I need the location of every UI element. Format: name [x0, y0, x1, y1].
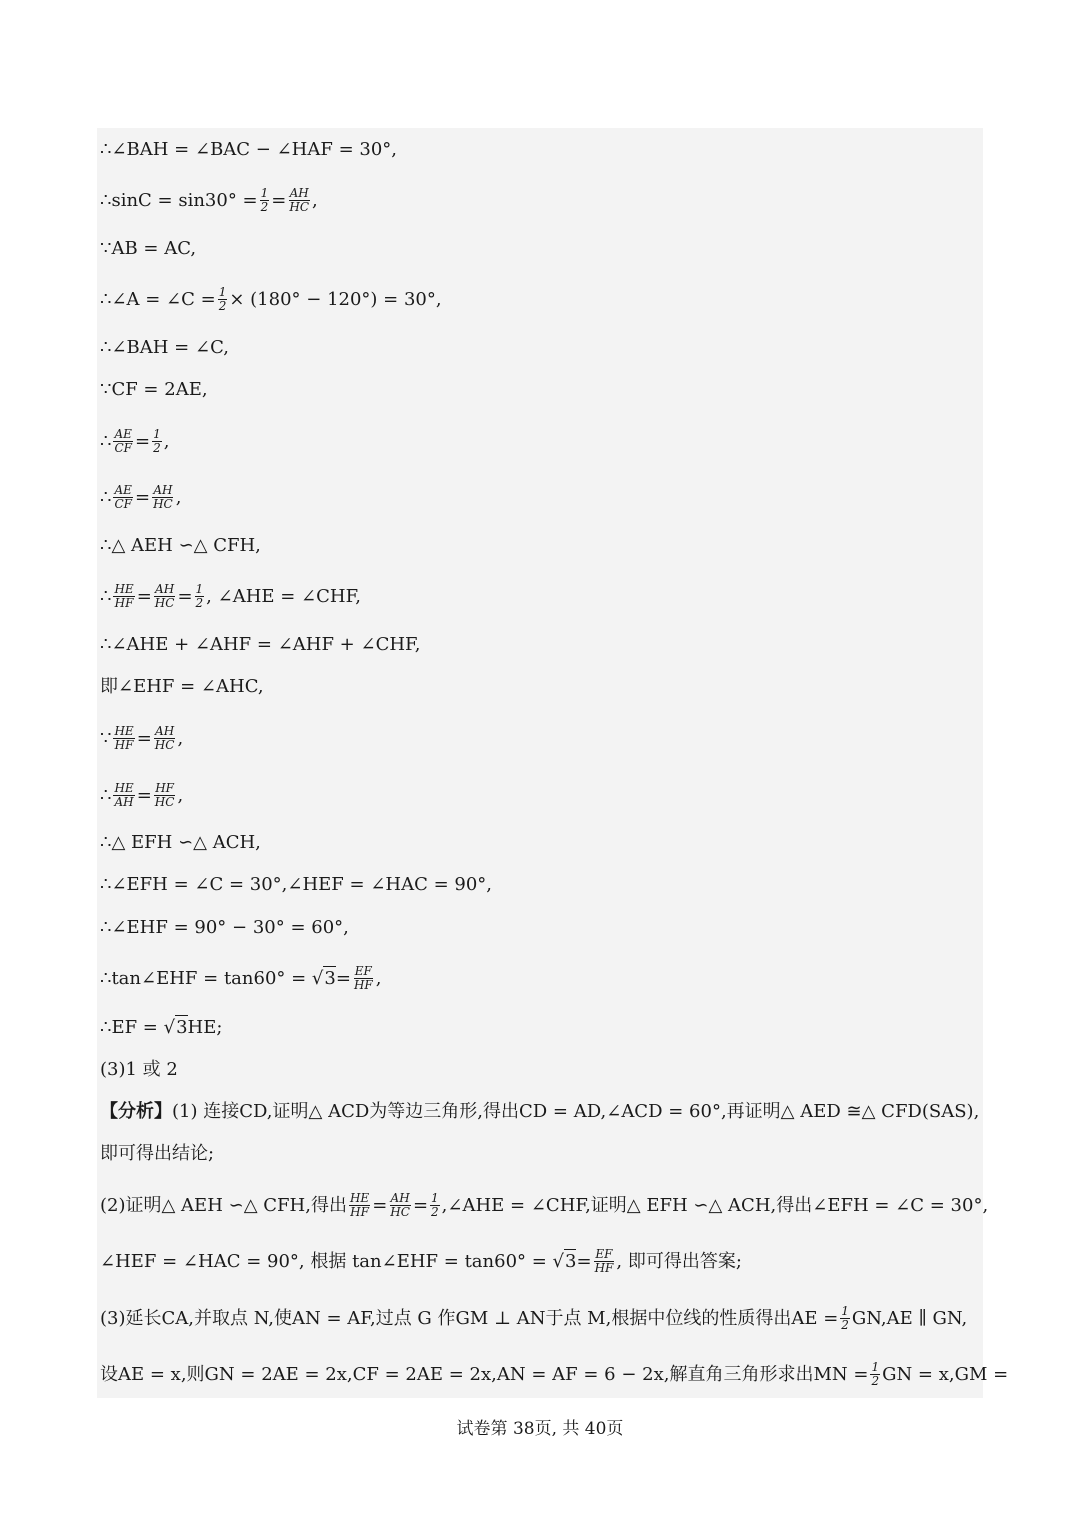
line-text: ∴∠EFH = ∠C = 30°,∠HEF = ∠HAC = 90°,	[100, 874, 493, 895]
fraction-denominator: 2	[871, 1374, 880, 1388]
line-suffix: GN,AE ∥ GN,	[851, 1307, 968, 1329]
fraction-numerator: 1	[218, 285, 227, 299]
equals: =	[136, 727, 152, 749]
fraction	[152, 428, 162, 455]
fraction-denominator: 2	[260, 200, 269, 214]
fraction-denominator: HF	[594, 1261, 614, 1275]
text-line	[100, 1058, 178, 1082]
text-line	[100, 1305, 967, 1332]
fraction	[113, 583, 134, 610]
fraction	[154, 725, 176, 752]
line-text: ∴∠BAH = ∠C,	[100, 337, 229, 358]
fraction	[113, 725, 134, 752]
fraction-numerator: AH	[390, 1191, 410, 1205]
line-prefix: (2)证明△ AEH ∽△ CFH,得出	[100, 1194, 347, 1216]
fraction-numerator: AE	[114, 483, 132, 497]
line-suffix: × (180° − 120°) = 30°,	[229, 288, 442, 310]
fraction-numerator: AH	[155, 582, 175, 596]
fraction-denominator: CF	[114, 497, 132, 511]
line-prefix: ∴	[100, 784, 112, 806]
fraction	[260, 187, 270, 214]
text-line	[100, 1361, 1008, 1388]
line-suffix: HE;	[187, 1016, 223, 1038]
analysis-label: 【分析】	[100, 1101, 172, 1122]
text-line	[100, 916, 349, 940]
fraction	[195, 583, 205, 610]
fraction-numerator: HE	[114, 582, 134, 596]
fraction	[113, 782, 134, 809]
equals: =	[177, 585, 193, 607]
page-footer: 试卷第 38页, 共 40页	[456, 1419, 624, 1439]
text-line	[100, 633, 420, 657]
fraction	[154, 583, 176, 610]
line-prefix: ∠HEF = ∠HAC = 90°, 根据 tan∠EHF = tan60° = √	[100, 1250, 565, 1272]
fraction	[840, 1305, 850, 1332]
fraction-denominator: 2	[841, 1318, 849, 1332]
line-suffix: ,	[375, 967, 382, 989]
fraction-numerator: EF	[595, 1247, 613, 1261]
sqrt-radicand: 3	[176, 1017, 188, 1038]
fraction	[389, 1192, 411, 1219]
equals: =	[134, 486, 151, 508]
line-suffix: , ∠AHE = ∠CHF,	[206, 585, 362, 607]
fraction-denominator: HC	[390, 1205, 410, 1219]
line-text: 即可得出结论;	[100, 1143, 215, 1164]
fraction-denominator: 2	[153, 441, 161, 455]
text-line	[100, 725, 183, 752]
fraction-numerator: 1	[871, 1360, 880, 1374]
fraction-numerator: HF	[155, 781, 174, 795]
line-prefix: ∴	[100, 430, 112, 452]
fraction	[353, 965, 374, 992]
fraction	[113, 428, 133, 455]
text-line	[100, 336, 229, 360]
fraction	[288, 187, 310, 214]
fraction	[430, 1192, 440, 1219]
fraction-denominator: HC	[154, 738, 175, 752]
sqrt-radicand: 3	[565, 1251, 577, 1272]
line-prefix: ∴tan∠EHF = tan60° = √	[100, 967, 324, 989]
fraction-denominator: HC	[289, 200, 310, 214]
line-suffix: ,∠AHE = ∠CHF,证明△ EFH ∽△ ACH,得出∠EFH = ∠C = 30°,	[441, 1194, 989, 1216]
line-prefix: ∴	[100, 486, 112, 508]
line-text: ∵CF = 2AE,	[100, 379, 208, 400]
fraction-denominator: 2	[431, 1205, 439, 1219]
equals: =	[372, 1194, 388, 1216]
fraction-numerator: HE	[349, 1191, 370, 1205]
fraction-denominator: 2	[195, 596, 204, 610]
line-text: ∴∠EHF = 90° − 30° = 60°,	[100, 917, 349, 938]
sqrt-radicand: 3	[324, 968, 336, 989]
equals: =	[136, 784, 152, 806]
text-line	[100, 1192, 988, 1219]
fraction	[113, 484, 133, 511]
fraction-numerator: HE	[114, 724, 134, 738]
fraction-numerator: AH	[153, 483, 173, 497]
text-line	[100, 873, 492, 897]
line-text: ∵AB = AC,	[100, 238, 197, 259]
fraction-numerator: 1	[431, 1191, 439, 1205]
line-text: ∴△ EFH ∽△ ACH,	[100, 832, 261, 853]
fraction	[218, 286, 228, 313]
text-line	[100, 484, 181, 511]
text-line	[100, 187, 318, 214]
text-line	[100, 583, 361, 610]
fraction-numerator: 1	[195, 582, 204, 596]
fraction	[349, 1192, 370, 1219]
fraction	[152, 484, 174, 511]
fraction-denominator: HF	[350, 1205, 369, 1219]
fraction-denominator: AH	[114, 795, 134, 809]
line-text: ∴∠AHE + ∠AHF = ∠AHF + ∠CHF,	[100, 634, 421, 655]
fraction-denominator: 2	[218, 299, 227, 313]
line-text: 即∠EHF = ∠AHC,	[100, 676, 264, 697]
fraction-denominator: CF	[114, 441, 132, 455]
text-line	[100, 1100, 979, 1124]
fraction	[870, 1361, 880, 1388]
line-prefix: 设AE = x,则GN = 2AE = 2x,CF = 2AE = 2x,AN = AF = 6 − 2x,解直角三角形求出MN =	[100, 1363, 869, 1385]
line-suffix: ,	[177, 727, 184, 749]
line-prefix: ∵	[100, 727, 112, 749]
text-line	[100, 782, 183, 809]
fraction-numerator: 1	[260, 186, 269, 200]
fraction-numerator: AH	[289, 186, 309, 200]
equals: =	[134, 430, 151, 452]
fraction-denominator: HC	[154, 596, 175, 610]
text-line	[100, 1142, 214, 1166]
text-line	[100, 428, 169, 455]
line-text: (1) 连接CD,证明△ ACD为等边三角形,得出CD = AD,∠ACD = 60°,再证明△ AED ≅△ CFD(SAS),	[172, 1101, 980, 1122]
line-prefix: ∴∠A = ∠C =	[100, 288, 216, 310]
text-line	[100, 378, 208, 402]
text-line	[100, 831, 261, 855]
line-text: (3)1 或 2	[100, 1059, 178, 1080]
fraction-numerator: AH	[155, 724, 175, 738]
line-suffix: , 即可得出答案;	[616, 1250, 742, 1272]
equals: =	[576, 1250, 592, 1272]
equals: =	[271, 189, 287, 211]
line-prefix: (3)延长CA,并取点 N,使AN = AF,过点 G 作GM ⊥ AN于点 M,根据中位线的性质得出AE =	[100, 1307, 839, 1329]
fraction-denominator: HC	[153, 497, 173, 511]
line-prefix: ∴	[100, 585, 112, 607]
text-line	[100, 286, 442, 313]
line-prefix: ∴sinC = sin30° =	[100, 189, 258, 211]
text-line	[100, 965, 381, 992]
fraction	[154, 782, 176, 809]
fraction-denominator: HF	[114, 738, 134, 752]
equals: =	[335, 967, 351, 989]
fraction-denominator: HF	[114, 596, 134, 610]
text-line	[100, 1015, 222, 1040]
line-suffix: GN = x,GM =	[882, 1363, 1009, 1385]
fraction-numerator: AE	[114, 427, 132, 441]
line-suffix: ,	[163, 430, 170, 452]
line-suffix: ,	[175, 486, 182, 508]
text-line	[100, 138, 397, 162]
fraction-numerator: 1	[841, 1304, 849, 1318]
text-line	[100, 237, 196, 261]
text-line	[100, 675, 264, 699]
line-suffix: ,	[312, 189, 318, 211]
fraction-numerator: HE	[114, 781, 134, 795]
fraction-numerator: EF	[354, 964, 372, 978]
line-text: ∴△ AEH ∽△ CFH,	[100, 535, 261, 556]
text-line	[100, 1248, 742, 1275]
fraction-denominator: HF	[353, 978, 373, 992]
fraction	[594, 1248, 615, 1275]
line-text: ∴∠BAH = ∠BAC − ∠HAF = 30°,	[100, 139, 398, 160]
fraction-denominator: HC	[154, 795, 175, 809]
text-line	[100, 534, 261, 558]
equals: =	[136, 585, 152, 607]
fraction-numerator: 1	[153, 427, 161, 441]
equals: =	[412, 1194, 429, 1216]
line-prefix: ∴EF = √	[100, 1016, 176, 1038]
line-suffix: ,	[177, 784, 184, 806]
